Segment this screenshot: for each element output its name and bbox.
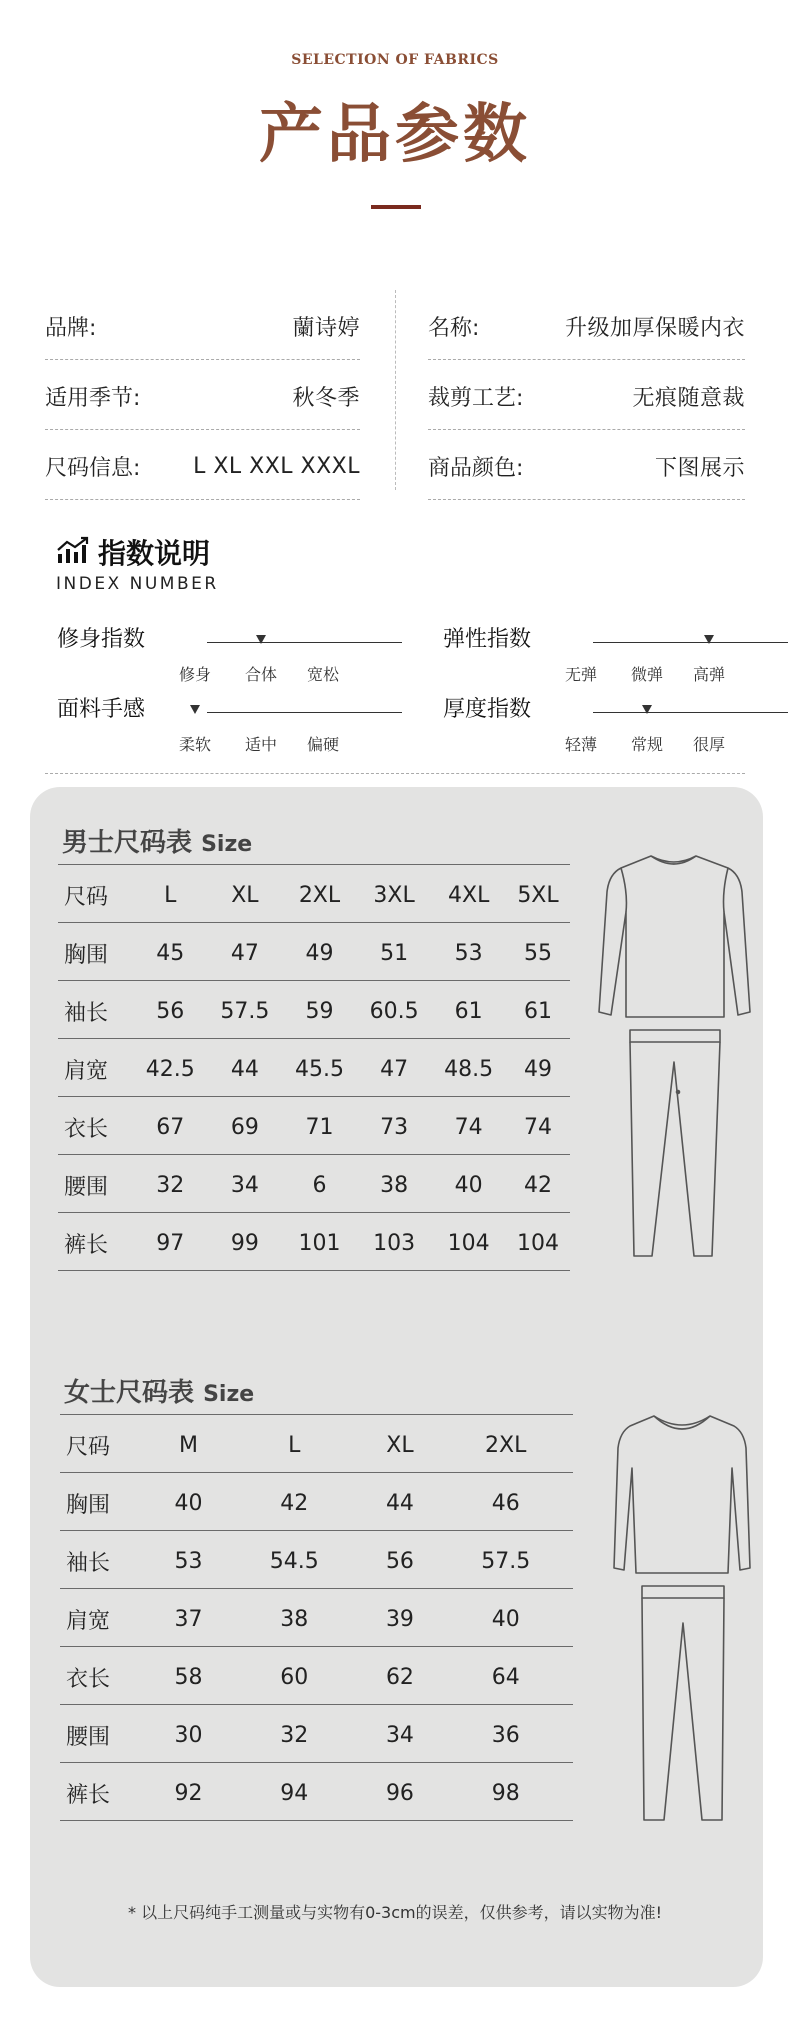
param-row [45,430,360,500]
param-value: 无痕随意裁 [632,386,745,411]
table-cell: 32 [133,1155,208,1213]
table-cell: 30 [150,1705,227,1763]
param-label: 尺码信息: [45,456,141,481]
men-garment-illustration [596,852,751,1272]
row-label: 裤长 [58,1213,133,1271]
size-header-cell: XL [208,865,283,923]
table-cell: 71 [282,1097,357,1155]
row-label: 腰围 [60,1705,150,1763]
table-cell: 47 [357,1039,432,1097]
table-cell: 44 [208,1039,283,1097]
table-cell: 53 [431,923,506,981]
table-row [58,1097,570,1155]
index-option: 无弹 [564,665,597,684]
table-cell: 38 [227,1589,362,1647]
table-cell: 51 [357,923,432,981]
size-header-cell: 3XL [357,865,432,923]
param-row [45,360,360,430]
table-cell: 104 [506,1213,570,1271]
param-row [428,290,745,360]
table-cell: 55 [506,923,570,981]
table-cell: 61 [506,981,570,1039]
params-left-column [45,290,360,500]
table-cell: 58 [150,1647,227,1705]
men-size-title [62,822,252,859]
table-cell: 49 [506,1039,570,1097]
param-label: 商品颜色: [428,456,524,481]
index-option: 常规 [630,735,663,754]
table-cell: 37 [150,1589,227,1647]
index-scale-line [593,642,788,643]
param-label: 适用季节: [45,386,141,411]
title-underline [371,205,421,209]
table-row [58,981,570,1039]
param-value: 升级加厚保暖内衣 [564,316,745,341]
row-label: 胸围 [60,1473,150,1531]
table-cell: 104 [431,1213,506,1271]
men-size-table [58,864,570,1271]
index-option: 轻薄 [564,735,597,754]
row-label: 腰围 [58,1155,133,1213]
param-label: 品牌: [45,316,97,341]
table-cell: 34 [208,1155,283,1213]
table-cell: 60 [227,1647,362,1705]
row-label: 胸围 [58,923,133,981]
table-header-row [58,865,570,923]
table-cell: 69 [208,1097,283,1155]
table-cell: 46 [438,1473,573,1531]
index-marker [256,635,266,644]
table-cell: 73 [357,1097,432,1155]
size-header-cell: L [133,865,208,923]
size-header-cell: 2XL [438,1415,573,1473]
table-cell: 56 [361,1531,438,1589]
row-label: 袖长 [58,981,133,1039]
table-cell: 57.5 [208,981,283,1039]
row-label: 尺码 [58,865,133,923]
index-scale-line [207,712,402,713]
param-value: 蘭诗婷 [292,316,360,341]
param-value: 秋冬季 [292,386,360,411]
index-option: 偏硬 [306,735,339,754]
size-header-cell: M [150,1415,227,1473]
table-cell: 57.5 [438,1531,573,1589]
table-cell: 47 [208,923,283,981]
row-label: 肩宽 [58,1039,133,1097]
table-cell: 45.5 [282,1039,357,1097]
table-cell: 64 [438,1647,573,1705]
param-label: 名称: [428,316,480,341]
table-cell: 98 [438,1763,573,1821]
page-title: 产品参数 [259,97,531,172]
params-right-column [428,290,745,500]
table-row [60,1705,573,1763]
trend-chart-icon [56,536,90,564]
size-header-cell: 5XL [506,865,570,923]
table-cell: 59 [282,981,357,1039]
table-cell: 96 [361,1763,438,1821]
size-header-cell: XL [361,1415,438,1473]
param-value: 下图展示 [654,456,745,481]
row-label: 衣长 [60,1647,150,1705]
param-row [428,430,745,500]
table-cell: 39 [361,1589,438,1647]
table-row [60,1589,573,1647]
table-cell: 60.5 [357,981,432,1039]
men-size-title-cn: 男士尺码表 [62,828,193,858]
size-header-cell: 4XL [431,865,506,923]
table-cell: 103 [357,1213,432,1271]
index-title: 指数说明 [98,537,211,570]
table-row [58,1155,570,1213]
table-cell: 42 [506,1155,570,1213]
table-row [60,1763,573,1821]
index-scale-line [207,642,402,643]
table-cell: 101 [282,1213,357,1271]
section-divider [45,773,745,774]
women-size-title-cn: 女士尺码表 [64,1378,195,1408]
row-label: 衣长 [58,1097,133,1155]
table-cell: 97 [133,1213,208,1271]
women-size-title-en: Size [203,1382,255,1407]
table-cell: 40 [150,1473,227,1531]
row-label: 裤长 [60,1763,150,1821]
index-option: 合体 [244,665,277,684]
table-cell: 48.5 [431,1039,506,1097]
index-label: 厚度指数 [443,697,532,722]
table-row [58,923,570,981]
measurement-note: * 以上尺码纯手工测量或与实物有0-3cm的误差，仅供参考，请以实物为准! [127,1903,663,1922]
table-cell: 40 [438,1589,573,1647]
index-option: 适中 [244,735,277,754]
table-cell: 74 [431,1097,506,1155]
table-header-row [60,1415,573,1473]
section-subtitle: SELECTION OF FABRICS [291,52,499,68]
women-size-table [60,1414,573,1821]
params-divider [395,290,396,490]
param-row [428,360,745,430]
index-label: 弹性指数 [443,627,532,652]
param-value: L XL XXL XXXL [193,454,360,479]
table-cell: 34 [361,1705,438,1763]
table-cell: 53 [150,1531,227,1589]
size-header-cell: 2XL [282,865,357,923]
index-option: 很厚 [692,735,725,754]
table-cell: 61 [431,981,506,1039]
table-cell: 62 [361,1647,438,1705]
table-row [58,1213,570,1271]
table-cell: 36 [438,1705,573,1763]
table-cell: 56 [133,981,208,1039]
table-row [60,1473,573,1531]
index-option: 微弹 [630,665,663,684]
table-cell: 6 [282,1155,357,1213]
table-cell: 44 [361,1473,438,1531]
table-cell: 94 [227,1763,362,1821]
index-marker [190,705,200,714]
index-scale-line [593,712,788,713]
index-option: 高弹 [692,665,725,684]
table-cell: 54.5 [227,1531,362,1589]
index-option: 修身 [178,665,211,684]
table-cell: 32 [227,1705,362,1763]
table-row [58,1039,570,1097]
table-cell: 67 [133,1097,208,1155]
women-garment-illustration [612,1408,752,1828]
table-cell: 92 [150,1763,227,1821]
table-cell: 74 [506,1097,570,1155]
index-marker [642,705,652,714]
table-row [60,1531,573,1589]
index-label: 面料手感 [57,697,146,722]
table-cell: 42.5 [133,1039,208,1097]
param-row [45,290,360,360]
table-cell: 49 [282,923,357,981]
index-label: 修身指数 [57,627,146,652]
table-cell: 45 [133,923,208,981]
table-cell: 40 [431,1155,506,1213]
table-cell: 38 [357,1155,432,1213]
row-label: 尺码 [60,1415,150,1473]
men-size-title-en: Size [201,832,253,857]
row-label: 袖长 [60,1531,150,1589]
param-label: 裁剪工艺: [428,386,524,411]
table-cell: 99 [208,1213,283,1271]
index-option: 柔软 [178,735,211,754]
table-row [60,1647,573,1705]
women-size-title [64,1372,254,1409]
index-option: 宽松 [306,665,339,684]
index-marker [704,635,714,644]
index-subtitle: INDEX NUMBER [56,574,219,594]
size-header-cell: L [227,1415,362,1473]
row-label: 肩宽 [60,1589,150,1647]
table-cell: 42 [227,1473,362,1531]
